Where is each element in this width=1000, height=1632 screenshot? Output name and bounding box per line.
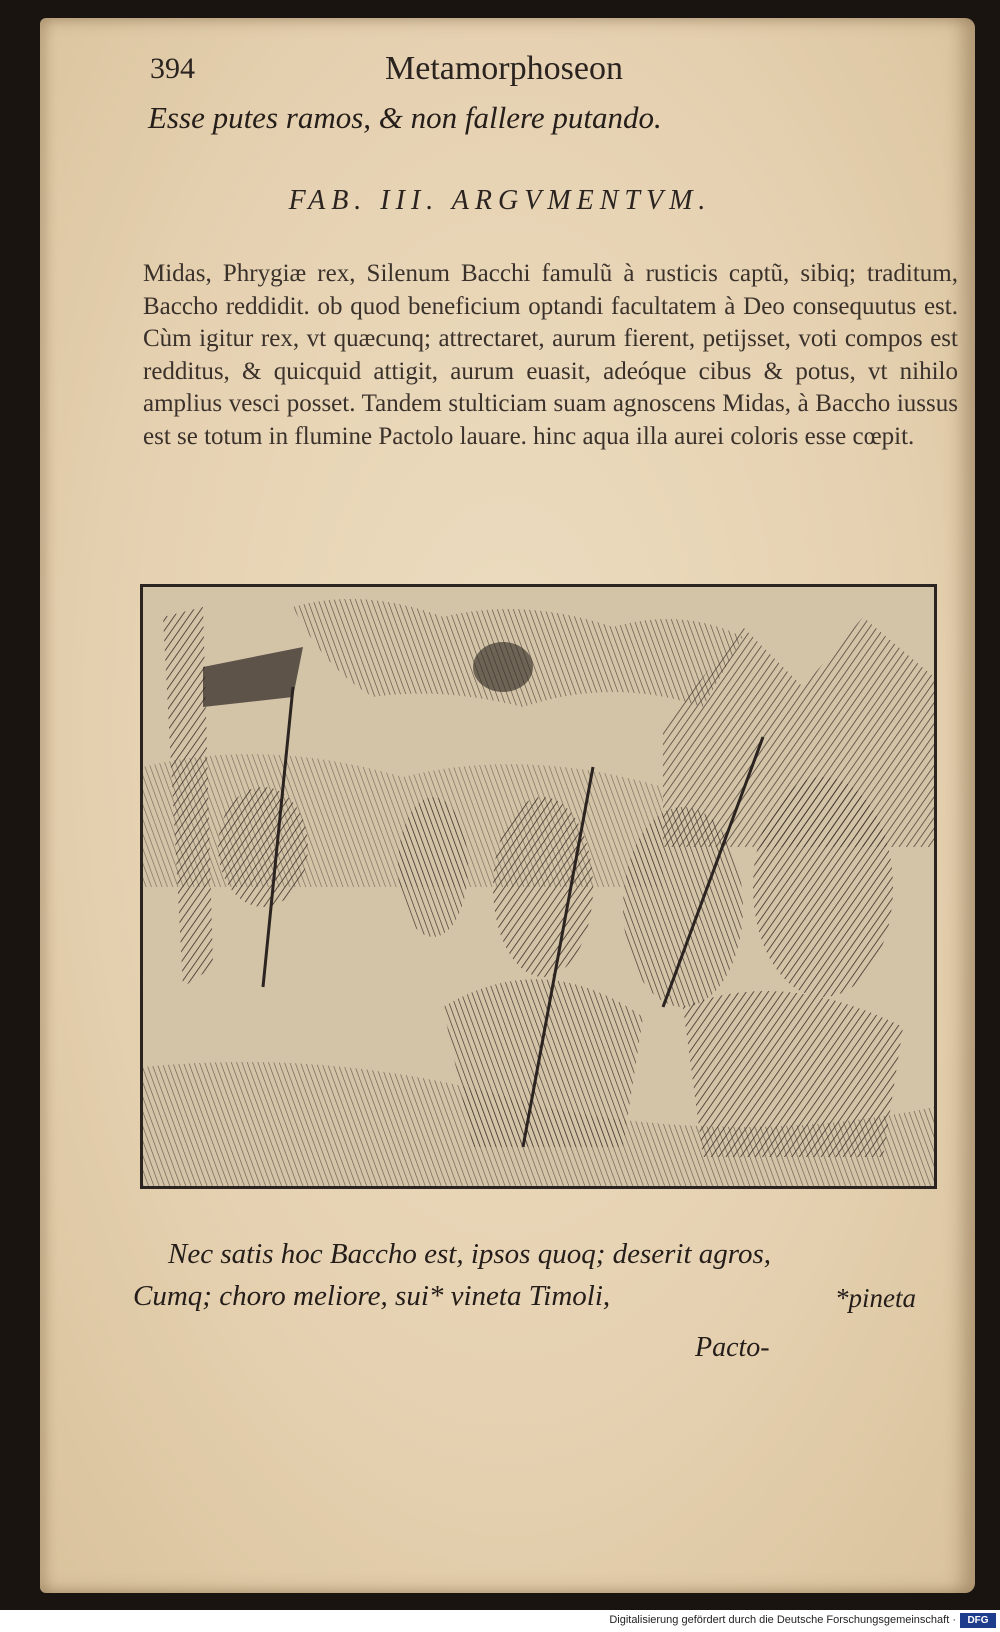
running-head: Metamorphoseon [385,50,623,87]
woodcut-illustration [140,584,937,1189]
verse-line-bottom-1: Nec satis hoc Baccho est, ipsos quoq; deserit agros, [168,1238,772,1270]
dfg-logo: DFG [960,1613,996,1628]
fable-title: FAB. III. ARGVMENTVM. [288,185,712,216]
margin-note: *pineta [835,1283,916,1313]
argument-paragraph: Midas, Phrygiæ rex, Silenum Bacchi famulũ à rusticis captũ, sibiq; traditum, Baccho reddidit. ob quod beneficium optandi facultatem à Deo consequutus est. Cùm igitur rex, vt quæcunq; attrectaret, aurum fierent, petijsset, voti compos est redditus, & quicquid attigit, aurum euasit, adeóque cibus & potus, vt nihilo amplius vesci posset. Tandem stulticiam suam agnoscens Midas, à Baccho iussus est se totum in flumine Pactolo lauare. hinc aqua illa aurei coloris esse cœpit. [143,260,958,450]
footer-bar [0,1610,1000,1632]
verse-line-top: Esse putes ramos, & non fallere putando. [148,100,662,135]
page-number: 394 [150,52,195,85]
woodcut-drawing [143,587,934,1186]
verse-line-bottom-2: Cumq; choro meliore, sui* vineta Timoli, [133,1280,611,1312]
footer-credit: Digitalisierung gefördert durch die Deutsche Forschungsgemeinschaft · [609,1614,956,1626]
catchword: Pacto- [695,1332,770,1363]
